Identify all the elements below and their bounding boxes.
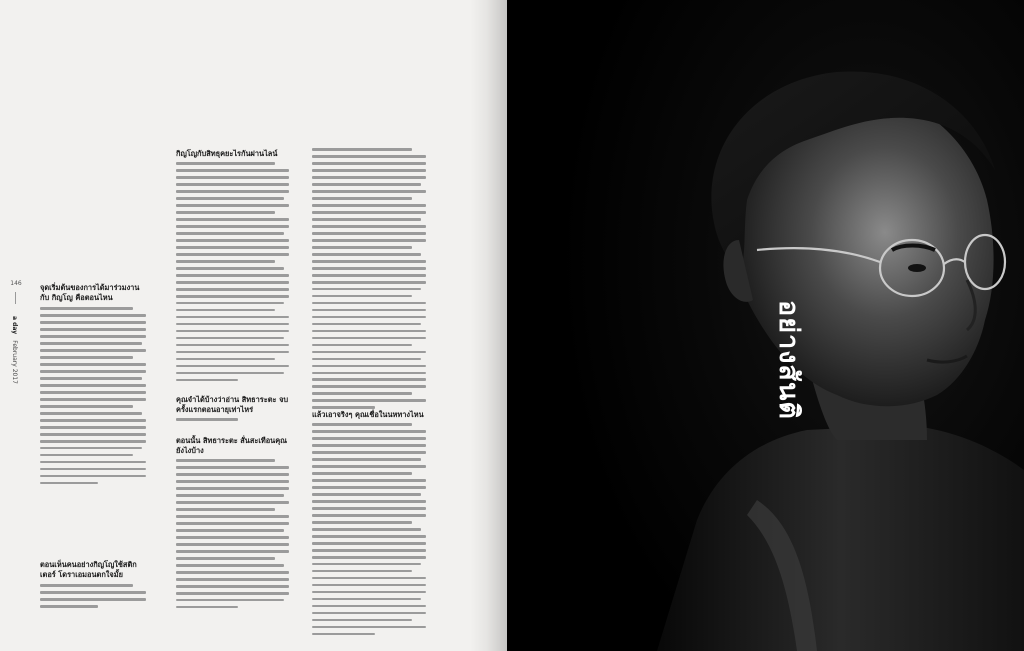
text-line [176,309,275,312]
section-body [176,162,289,381]
text-line [176,274,289,277]
text-line [312,521,412,524]
text-line [312,472,412,475]
text-line [312,444,426,447]
text-line [176,515,289,518]
section-body [40,584,146,608]
text-line [312,232,426,235]
text-line [312,330,426,333]
text-line [176,330,289,333]
text-line [176,162,275,165]
man-with-glasses-portrait-icon [507,0,1024,651]
text-line [312,183,421,186]
text-line [312,507,426,510]
text-line [176,494,284,497]
text-line [312,190,426,193]
text-line [176,176,289,179]
text-line [312,155,426,158]
article-title [773,300,803,470]
text-line [312,458,421,461]
text-line [312,385,426,388]
text-line [176,288,289,291]
text-line [176,169,289,172]
text-line [312,549,426,552]
text-line [40,584,133,587]
text-line [312,584,426,587]
text-line [176,501,289,504]
text-line [312,162,426,165]
text-line [40,356,133,359]
text-line [40,342,142,345]
text-line [312,399,426,402]
section-body [312,148,426,409]
text-line [312,218,421,221]
text-line [176,197,284,200]
article-title-text: อย่างสันติ [773,300,804,420]
text-line [40,482,98,485]
text-line [312,351,426,354]
text-line [312,148,412,151]
text-line [312,295,412,298]
section-heading: ตอนนั้น สิทธาระตะ สั่นสะเทือนคุณ ยังไงบ้าง [176,436,288,455]
text-line [176,529,284,532]
text-line [176,246,289,249]
section-block [176,436,289,613]
margin-divider [15,292,16,304]
section-block [40,283,146,489]
section-body [312,423,426,635]
text-line [312,225,426,228]
text-line [312,365,426,368]
section-block [312,148,426,413]
text-line [40,426,146,429]
text-line [40,314,146,317]
text-line [40,405,133,408]
text-line [312,337,426,340]
text-line [176,585,289,588]
text-line [312,197,412,200]
text-line [176,536,289,539]
section-heading: ตอนเห็นคนอย่างกิญโญใช้สติกเตอร์ โดราเอมอนตกใจมั้ย [40,560,137,579]
text-line [176,260,275,263]
text-line [176,323,289,326]
text-line [312,605,426,608]
text-line [176,316,289,319]
section-body [40,307,146,484]
text-line [40,335,146,338]
section-heading: แล้วเอาจริงๆ คุณเชื่อในนหทางไหน [312,410,424,419]
text-line [312,514,426,517]
section-block [176,395,289,425]
text-line [312,479,426,482]
text-line [176,418,238,421]
text-line [312,169,426,172]
text-line [176,211,275,214]
text-line [312,591,426,594]
text-line [40,391,146,394]
text-line [176,232,284,235]
running-foot [11,316,18,384]
text-line [312,500,426,503]
text-line [176,302,284,305]
text-line [40,377,142,380]
text-line [176,466,289,469]
text-line [176,480,289,483]
page-gutter-shadow [470,0,507,651]
text-line [176,578,289,581]
text-line [312,302,426,305]
brand-name: a day [11,316,18,335]
text-line [176,281,289,284]
text-line [312,267,426,270]
text-line [312,493,421,496]
text-line [176,606,238,609]
text-line [312,423,412,426]
text-line [312,288,421,291]
section-body [176,418,289,421]
text-line [176,239,289,242]
text-line [312,246,412,249]
text-line [176,351,289,354]
section-block [40,560,146,612]
text-line [312,563,421,566]
section-block [312,410,426,640]
text-line [176,473,289,476]
text-line [312,465,426,468]
text-line [312,204,426,207]
left-page [0,0,507,651]
text-line [176,372,284,375]
text-line [176,218,289,221]
text-line [312,430,426,433]
text-line [312,451,426,454]
text-line [40,454,133,457]
text-line [312,358,421,361]
text-line [312,598,421,601]
text-line [40,328,146,331]
text-line [176,550,289,553]
text-line [40,370,146,373]
text-line [312,274,426,277]
text-line [312,323,421,326]
text-line [176,508,275,511]
text-line [312,253,421,256]
page-number: 146 [10,280,22,287]
text-line [176,379,238,382]
text-line [40,475,146,478]
text-line [312,626,426,629]
text-line [40,440,146,443]
text-line [176,592,289,595]
text-line [176,557,275,560]
issue-date: February 2017 [11,340,18,384]
section-heading: จุดเริ่มต้นของการได้มาร่วมงานกับ กิญโญ คือตอนไหน [40,283,140,302]
text-line [312,260,426,263]
text-line [312,392,412,395]
section-block [176,149,289,386]
text-line [312,437,426,440]
text-line [312,344,412,347]
text-line [176,365,289,368]
text-line [176,204,289,207]
text-line [312,535,426,538]
right-page-photo [507,0,1024,651]
text-line [40,591,146,594]
text-line [312,570,412,573]
text-line [312,372,426,375]
text-line [176,190,289,193]
text-line [176,358,275,361]
text-line [40,447,142,450]
text-line [40,461,146,464]
text-line [312,556,426,559]
text-line [176,344,289,347]
text-line [176,225,289,228]
text-line [40,384,146,387]
section-body [176,459,289,608]
text-line [312,486,426,489]
text-line [176,267,284,270]
text-line [40,307,133,310]
section-heading: กิญโญกับสิทธุคยะไรกันผ่านไลน์ [176,149,278,158]
text-line [312,309,426,312]
text-line [40,349,146,352]
text-line [176,295,289,298]
text-line [40,433,146,436]
section-heading: คุณจำได้บ้างว่าอ่าน สิทธาระตะ จบ ครั้งแรกตอนอายุเท่าไหร่ [176,395,289,414]
text-line [40,419,146,422]
text-line [312,633,375,636]
text-line [40,468,146,471]
text-line [312,378,426,381]
text-line [40,412,142,415]
text-line [312,239,426,242]
text-line [176,543,289,546]
text-line [312,577,426,580]
text-line [312,211,426,214]
text-line [176,571,289,574]
text-line [312,176,426,179]
text-line [40,605,98,608]
text-line [176,337,284,340]
text-line [176,564,284,567]
text-line [176,459,275,462]
text-line [312,316,426,319]
text-line [312,528,421,531]
text-line [40,398,146,401]
text-line [176,183,289,186]
text-line [40,598,146,601]
text-line [312,281,426,284]
text-line [176,522,289,525]
text-line [176,487,289,490]
text-line [176,253,289,256]
text-line [176,599,284,602]
text-line [312,542,426,545]
text-line [312,612,426,615]
page-margin-info [6,280,20,420]
text-line [40,363,146,366]
text-line [312,619,412,622]
text-line [40,321,146,324]
text-line [312,406,375,409]
